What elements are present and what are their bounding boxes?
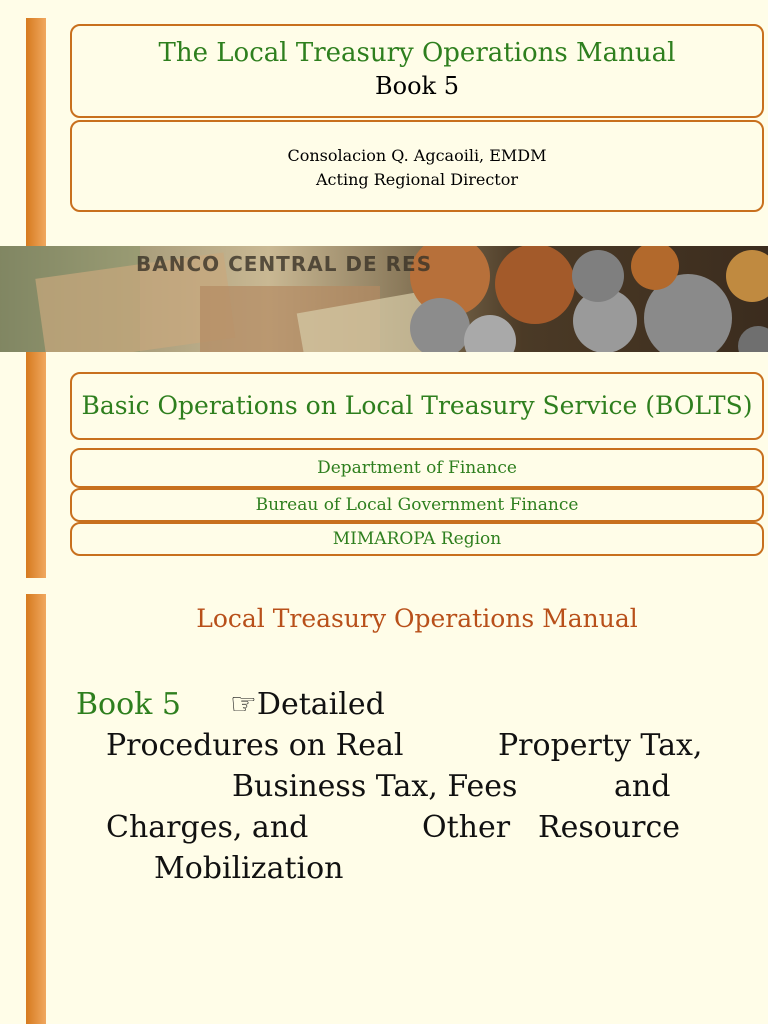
accent-bar: [26, 594, 46, 1024]
book-description: [76, 684, 756, 889]
desc-line-5: [76, 848, 756, 889]
author-name: Consolacion Q. Agcaoili, EMDM: [287, 146, 547, 165]
book-number: Book 5: [375, 72, 459, 100]
manual-title: The Local Treasury Operations Manual: [158, 38, 676, 68]
author-box: [70, 120, 764, 212]
banner-bank-text: BANCO CENTRAL DE RES: [136, 252, 433, 276]
region-box: [70, 522, 764, 556]
text-other: Other: [422, 810, 511, 845]
bureau-label: Bureau of Local Government Finance: [255, 495, 579, 515]
text-procedures: Procedures on Real: [106, 728, 404, 763]
text-mobilization: Mobilization: [154, 851, 344, 886]
text-property-tax: Property Tax,: [498, 728, 703, 763]
slide-2: [0, 594, 768, 1024]
slide-heading: Local Treasury Operations Manual: [196, 604, 638, 633]
bullet-detailed: ☞Detailed: [230, 687, 385, 722]
text-charges: Charges, and: [106, 810, 309, 845]
author-role: Acting Regional Director: [316, 170, 518, 189]
region-label: MIMAROPA Region: [332, 529, 502, 549]
desc-line-2: [76, 725, 756, 766]
desc-line-4: [76, 807, 756, 848]
department-box: [70, 448, 764, 488]
bureau-box: [70, 488, 764, 522]
title-box: [70, 24, 764, 118]
slide-separator: [0, 578, 768, 594]
desc-line-3: [76, 766, 756, 807]
book-label: Book 5: [76, 687, 181, 722]
bolts-title: Basic Operations on Local Treasury Service (BOLTS): [81, 391, 753, 420]
text-business-tax: Business Tax, Fees: [232, 769, 518, 804]
text-resource: Resource: [538, 810, 681, 845]
text-and: and: [614, 769, 671, 804]
bolts-box: [70, 372, 764, 440]
desc-line-1: [76, 684, 756, 725]
currency-banner-image: [0, 246, 768, 352]
department-label: Department of Finance: [317, 458, 517, 478]
